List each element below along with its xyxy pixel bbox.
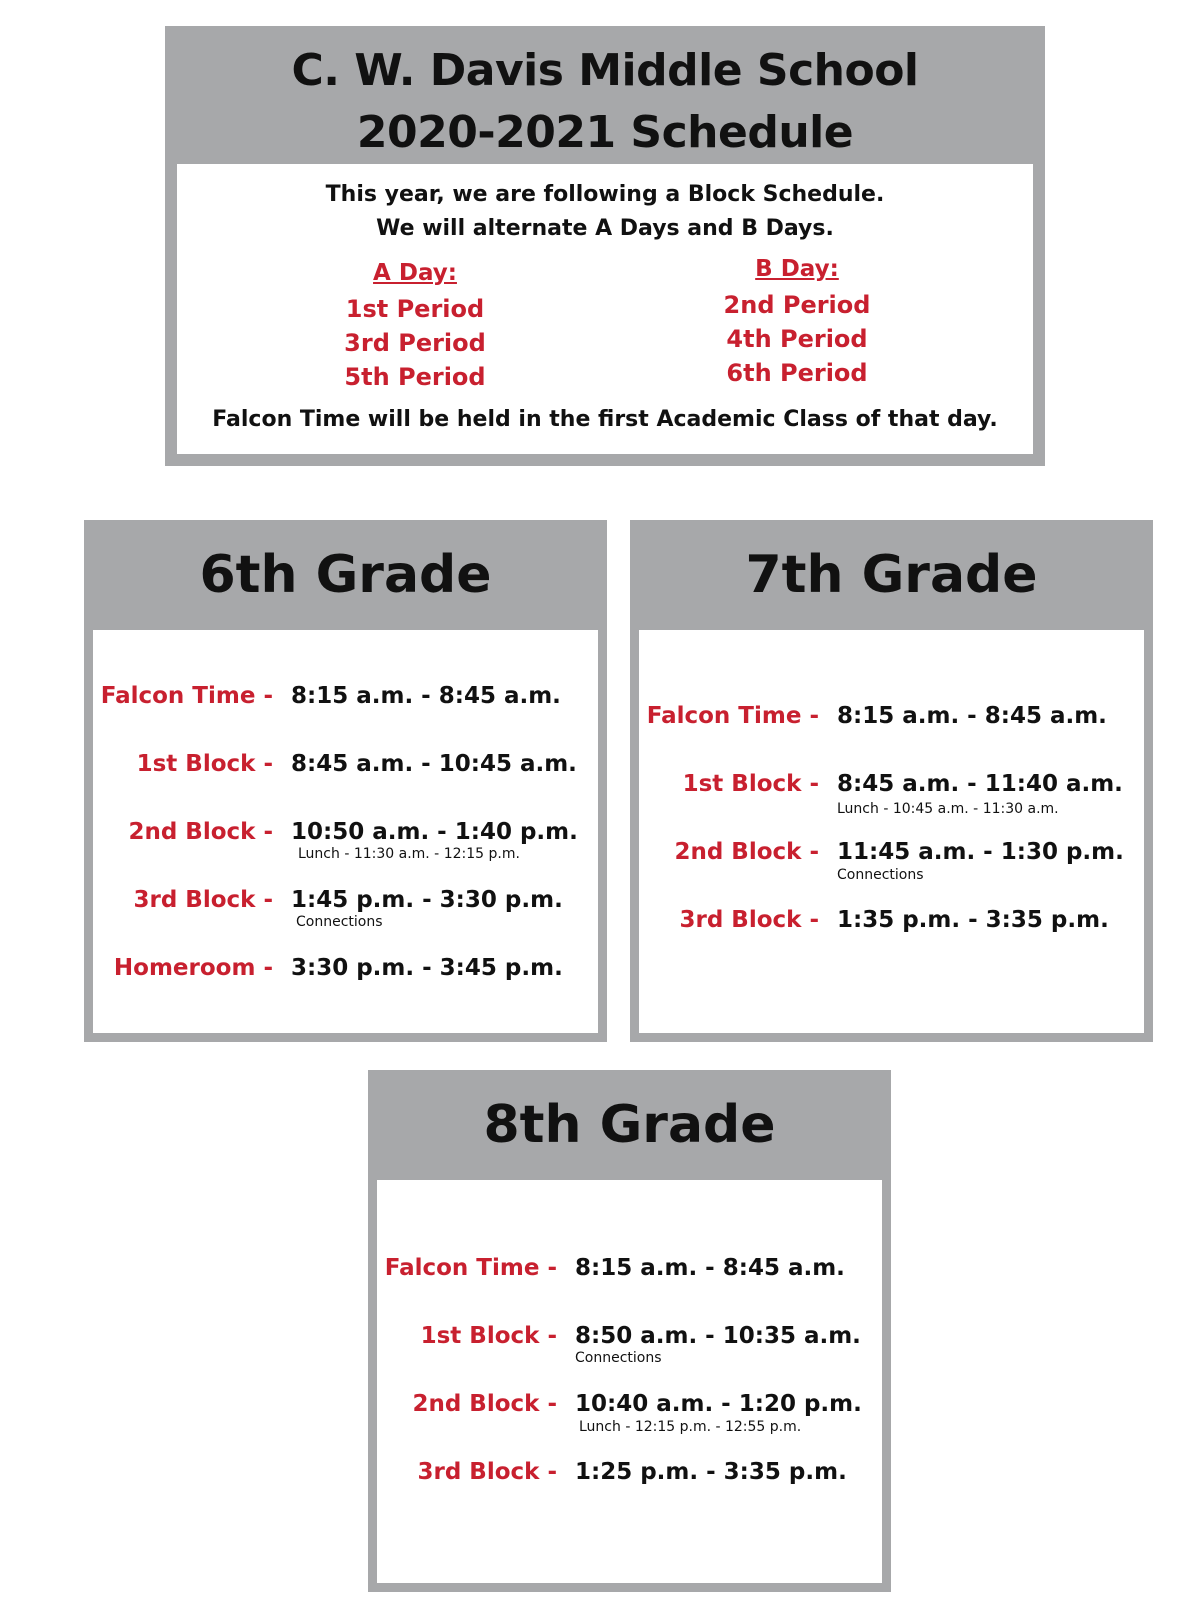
a-day-period: 3rd Period (344, 329, 486, 357)
block-label: 3rd Block - (133, 887, 273, 913)
page-title (165, 40, 1045, 164)
b-day-period: 6th Period (726, 359, 868, 387)
block-label: 3rd Block - (679, 907, 819, 933)
block-time: 3:30 p.m. - 3:45 p.m. (291, 955, 563, 981)
block-label: 3rd Block - (417, 1459, 557, 1485)
schedule-row (639, 768, 1144, 836)
schedule-row (639, 904, 1144, 972)
falcon-time-note: Falcon Time will be held in the first Academic Class of that day. (212, 407, 998, 432)
a-day-period: 5th Period (344, 363, 486, 391)
block-label: 1st Block - (420, 1323, 557, 1349)
grade-8-body (377, 1180, 882, 1583)
block-time: 8:15 a.m. - 8:45 a.m. (575, 1255, 845, 1281)
block-time: 11:45 a.m. - 1:30 p.m. (837, 839, 1124, 865)
block-time: 10:50 a.m. - 1:40 p.m. (291, 819, 578, 845)
block-label: 2nd Block - (674, 839, 819, 865)
block-label: Falcon Time - (384, 1255, 557, 1281)
block-label: 2nd Block - (128, 819, 273, 845)
title-line-1: C. W. Davis Middle School (291, 45, 919, 96)
block-label: 2nd Block - (412, 1391, 557, 1417)
intro-line-2: We will alternate A Days and B Days. (376, 216, 834, 241)
block-time: 8:45 a.m. - 11:40 a.m. (837, 771, 1123, 797)
block-time: 1:45 p.m. - 3:30 p.m. (291, 887, 563, 913)
schedule-row (93, 748, 598, 816)
schedule-row (93, 884, 598, 952)
intro-line-1: This year, we are following a Block Schedule. (325, 182, 885, 207)
block-time: 8:45 a.m. - 10:45 a.m. (291, 751, 577, 777)
block-note: Connections (575, 1350, 662, 1366)
intro-text (177, 178, 1033, 246)
b-day-period: 4th Period (726, 325, 868, 353)
b-day-column (667, 252, 927, 390)
schedule-row (377, 1388, 882, 1456)
block-note: Lunch - 11:30 a.m. - 12:15 p.m. (298, 846, 520, 862)
header-body (177, 164, 1033, 454)
block-note: Lunch - 12:15 p.m. - 12:55 p.m. (579, 1419, 802, 1435)
a-day-heading: A Day: (373, 260, 457, 286)
schedule-row (377, 1252, 882, 1320)
block-label: 1st Block - (682, 771, 819, 797)
grade-7-schedule (639, 700, 1144, 972)
grade-7-body (639, 630, 1144, 1033)
b-day-period: 2nd Period (723, 291, 871, 319)
title-line-2: 2020-2021 Schedule (356, 107, 854, 158)
schedule-row (93, 680, 598, 748)
block-time: 10:40 a.m. - 1:20 p.m. (575, 1391, 862, 1417)
grade-7-title: 7th Grade (745, 545, 1038, 605)
block-label: Homeroom - (113, 955, 273, 981)
block-time: 1:25 p.m. - 3:35 p.m. (575, 1459, 847, 1485)
schedule-row (639, 700, 1144, 768)
grade-6-schedule (93, 680, 598, 1020)
schedule-row (377, 1456, 882, 1524)
header-card (165, 26, 1045, 466)
block-note: Connections (296, 914, 383, 930)
block-label: 1st Block - (136, 751, 273, 777)
a-day-period: 1st Period (345, 295, 485, 323)
schedule-row (93, 952, 598, 1020)
block-time: 8:15 a.m. - 8:45 a.m. (291, 683, 561, 709)
schedule-row (377, 1320, 882, 1388)
a-day-column (285, 256, 545, 394)
block-note: Lunch - 10:45 a.m. - 11:30 a.m. (837, 801, 1059, 817)
block-label: Falcon Time - (100, 683, 273, 709)
grade-6-card (84, 520, 607, 1042)
schedule-row (639, 836, 1144, 904)
grade-8-card (368, 1070, 891, 1592)
grade-7-card (630, 520, 1153, 1042)
block-label: Falcon Time - (646, 703, 819, 729)
grade-8-schedule (377, 1252, 882, 1524)
b-day-heading: B Day: (755, 256, 839, 282)
block-time: 8:15 a.m. - 8:45 a.m. (837, 703, 1107, 729)
grade-8-title: 8th Grade (483, 1095, 776, 1155)
grade-6-body (93, 630, 598, 1033)
block-time: 8:50 a.m. - 10:35 a.m. (575, 1323, 861, 1349)
schedule-row (93, 816, 598, 884)
grade-6-title: 6th Grade (199, 545, 492, 605)
block-note: Connections (837, 867, 924, 883)
block-time: 1:35 p.m. - 3:35 p.m. (837, 907, 1109, 933)
